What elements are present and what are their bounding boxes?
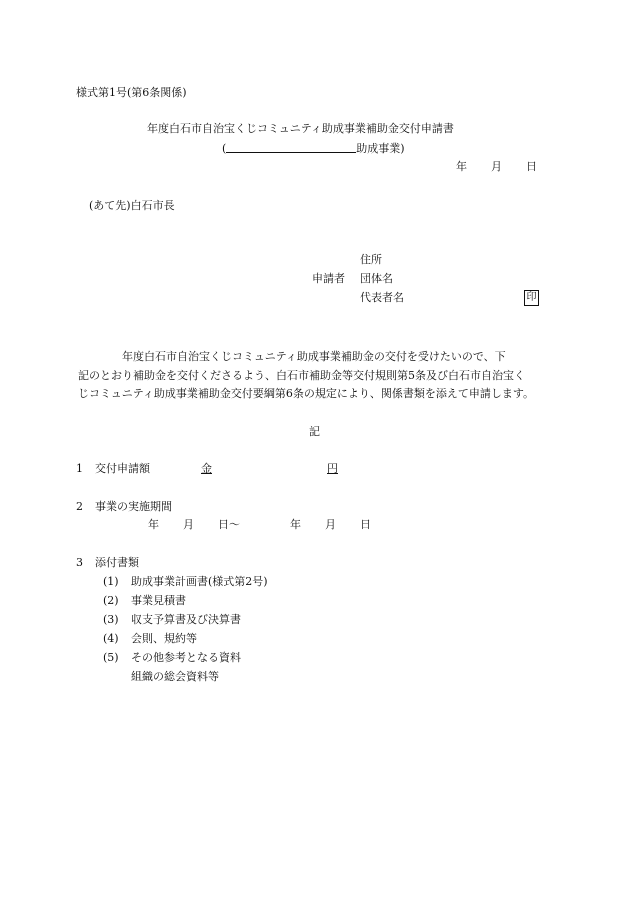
date-day: 日 (526, 160, 537, 173)
addressee: (あて先)白石市長 (89, 199, 175, 212)
start-month: 月 (183, 518, 194, 531)
amount-suffix: 円 (327, 462, 338, 475)
subtitle-suffix: 助成事業) (356, 142, 405, 155)
document-title: 年度白石市自治宝くじコミュニティ助成事業補助金交付申請書 (147, 122, 454, 135)
section1-num: 1 (76, 462, 83, 475)
amount-prefix: 金 (201, 462, 212, 475)
end-day: 日 (360, 518, 371, 531)
start-year: 年 (148, 518, 159, 531)
period-end (290, 518, 371, 532)
seal-mark (524, 290, 539, 306)
request-paragraph (78, 348, 556, 404)
section2-num: 2 (76, 500, 83, 513)
start-day: 日〜 (218, 518, 240, 531)
date-line (456, 160, 537, 174)
attachment-item-5-text: その他参考となる資料 (131, 651, 241, 664)
section1-amount (201, 462, 343, 476)
attachment-item-2-text: 事業見積書 (131, 594, 186, 607)
applicant-rep-label: 代表者名 (360, 291, 404, 304)
attachment-item-1-text: 助成事業計画書(様式第2号) (131, 575, 268, 588)
attachment-sub-item: 組織の総会資料等 (131, 670, 219, 683)
applicant-role-label: 申請者 (312, 272, 345, 285)
body-line-1: 年度白石市自治宝くじコミュニティ助成事業補助金の交付を受けたいので、下 (122, 350, 506, 363)
end-year: 年 (290, 518, 301, 531)
attachment-item-3-text: 収支予算書及び決算書 (131, 613, 241, 626)
attachment-item-4-text: 会則、規約等 (131, 632, 197, 645)
body-line-3: じコミュニティ助成事業補助金交付要綱第6条の規定により、関係書類を添えて申請します。 (78, 387, 535, 400)
form-number: 様式第1号(第6条関係) (76, 86, 187, 99)
seal-icon: 印 (524, 290, 539, 306)
section3-label: 添付書類 (95, 556, 139, 569)
end-month: 月 (325, 518, 336, 531)
applicant-address-label: 住所 (360, 253, 382, 266)
applicant-org-label: 団体名 (360, 272, 393, 285)
section1-label: 交付申請額 (95, 462, 150, 475)
period-start (148, 518, 240, 532)
attachment-item-3-num: (3) (103, 613, 119, 626)
attachment-item-4-num: (4) (103, 632, 119, 645)
subtitle-open-paren: ( (222, 142, 227, 155)
project-name-blank (226, 141, 356, 153)
attachment-item-5-num: (5) (103, 651, 119, 664)
attachment-item-1-num: (1) (103, 575, 119, 588)
date-year: 年 (456, 160, 467, 173)
date-month: 月 (491, 160, 502, 173)
ki-heading: 記 (309, 425, 320, 438)
attachment-item-2-num: (2) (103, 594, 119, 607)
section2-label: 事業の実施期間 (95, 500, 172, 513)
body-line-2: 記のとおり補助金を交付くださるよう、白石市補助金等交付規則第5条及び白石市自治宝く (78, 368, 525, 382)
section3-num: 3 (76, 556, 83, 569)
document-subtitle (222, 141, 405, 156)
